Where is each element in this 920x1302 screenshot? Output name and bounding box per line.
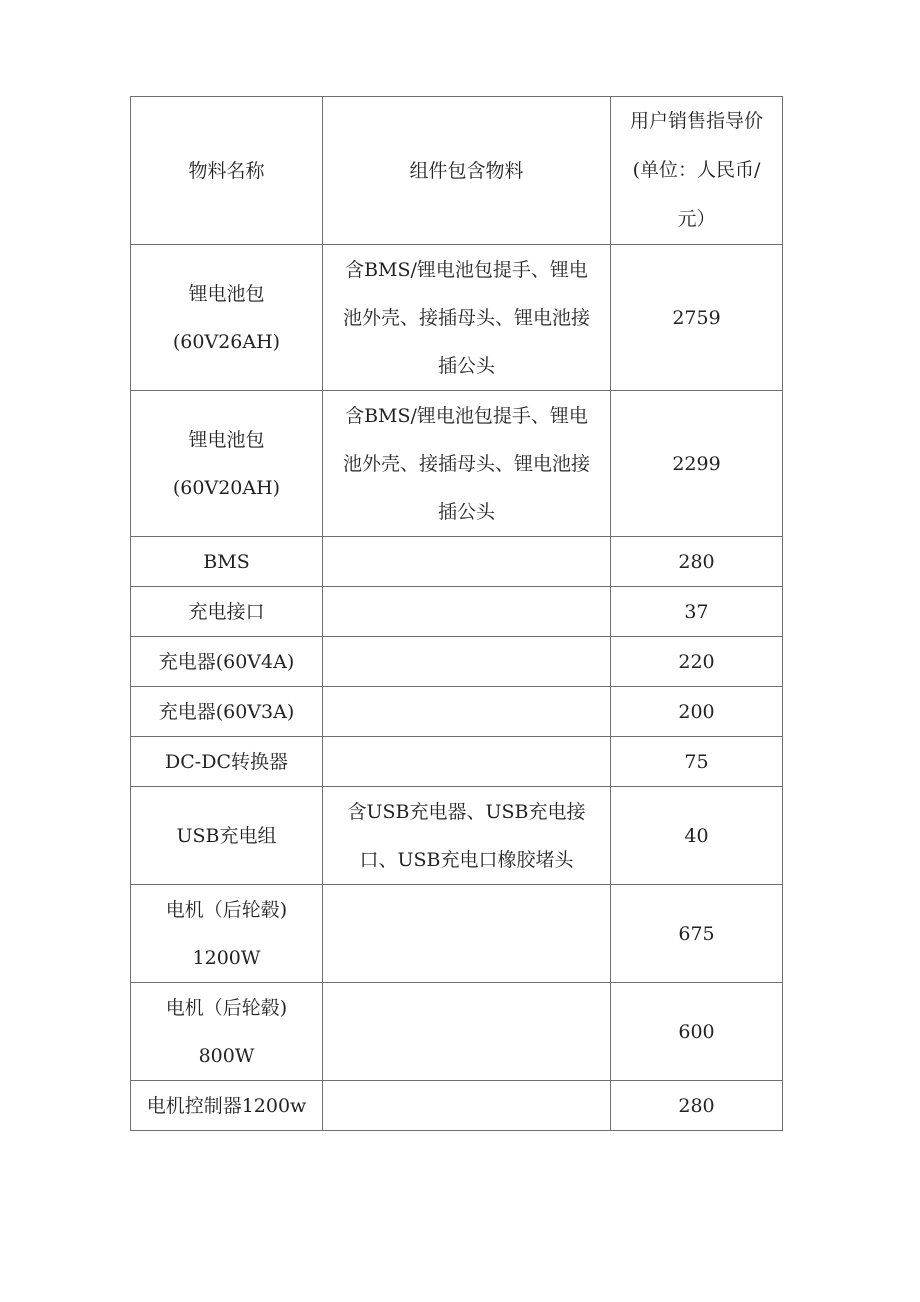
row-components bbox=[323, 245, 611, 391]
table-row bbox=[131, 885, 783, 983]
table-row bbox=[131, 737, 783, 787]
row-name-line: 电机（后轮毂) bbox=[165, 898, 288, 921]
row-price: 40 bbox=[611, 787, 783, 885]
table-row bbox=[131, 637, 783, 687]
row-name-line: (60V20AH) bbox=[172, 476, 281, 499]
row-name-line: 800W bbox=[198, 1044, 255, 1067]
row-components bbox=[323, 1081, 611, 1131]
row-components bbox=[323, 737, 611, 787]
row-price: 675 bbox=[611, 885, 783, 983]
row-price: 600 bbox=[611, 983, 783, 1081]
row-components-line: 池外壳、接插母头、锂电池接 bbox=[342, 306, 590, 329]
header-name bbox=[131, 97, 323, 245]
header-price bbox=[611, 97, 783, 245]
row-components bbox=[323, 983, 611, 1081]
row-name: DC-DC转换器 bbox=[131, 737, 323, 787]
row-name-line: 电机（后轮毂) bbox=[165, 996, 288, 1019]
row-components bbox=[323, 687, 611, 737]
row-price: 2759 bbox=[611, 245, 783, 391]
row-price: 280 bbox=[611, 1081, 783, 1131]
header-components bbox=[323, 97, 611, 245]
row-price: 75 bbox=[611, 737, 783, 787]
header-price-line: (单位：人民币/ bbox=[632, 159, 761, 181]
row-name: 充电器(60V3A) bbox=[131, 687, 323, 737]
row-name-line: (60V26AH) bbox=[172, 330, 281, 353]
row-components-line: 池外壳、接插母头、锂电池接 bbox=[342, 452, 590, 475]
table-row bbox=[131, 687, 783, 737]
row-components bbox=[323, 787, 611, 885]
row-price: 220 bbox=[611, 637, 783, 687]
row-name: 充电接口 bbox=[131, 587, 323, 637]
row-name bbox=[131, 885, 323, 983]
table-row bbox=[131, 537, 783, 587]
price-list-table bbox=[130, 96, 783, 1131]
header-price-line: 用户销售指导价 bbox=[629, 110, 763, 132]
table-row bbox=[131, 587, 783, 637]
row-components bbox=[323, 637, 611, 687]
row-components bbox=[323, 587, 611, 637]
row-name: 电机控制器1200w bbox=[131, 1081, 323, 1131]
header-components-text: 组件包含物料 bbox=[409, 159, 524, 182]
row-components-line: 口、USB充电口橡胶堵头 bbox=[359, 848, 574, 871]
row-name: BMS bbox=[131, 537, 323, 587]
row-name bbox=[131, 245, 323, 391]
row-components bbox=[323, 537, 611, 587]
row-price: 280 bbox=[611, 537, 783, 587]
row-price: 2299 bbox=[611, 391, 783, 537]
table-row bbox=[131, 1081, 783, 1131]
row-components-line: 含BMS/锂电池包提手、锂电 bbox=[345, 404, 588, 427]
table-row bbox=[131, 787, 783, 885]
table-header-row bbox=[131, 97, 783, 245]
row-name-line: 1200W bbox=[192, 946, 261, 969]
row-name-line: 锂电池包 bbox=[188, 428, 265, 451]
header-price-line: 元） bbox=[677, 208, 716, 230]
row-name bbox=[131, 983, 323, 1081]
row-price: 37 bbox=[611, 587, 783, 637]
table-row bbox=[131, 391, 783, 537]
row-components-line: 插公头 bbox=[437, 500, 495, 523]
row-components-line: 含USB充电器、USB充电接 bbox=[347, 800, 586, 823]
row-components bbox=[323, 391, 611, 537]
row-components-line: 含BMS/锂电池包提手、锂电 bbox=[345, 258, 588, 281]
header-name-text: 物料名称 bbox=[188, 159, 265, 182]
table-row bbox=[131, 983, 783, 1081]
row-name bbox=[131, 391, 323, 537]
row-components bbox=[323, 885, 611, 983]
row-name: 充电器(60V4A) bbox=[131, 637, 323, 687]
row-name-line: 锂电池包 bbox=[188, 282, 265, 305]
row-components-line: 插公头 bbox=[437, 354, 495, 377]
row-price: 200 bbox=[611, 687, 783, 737]
row-name: USB充电组 bbox=[131, 787, 323, 885]
table-row bbox=[131, 245, 783, 391]
